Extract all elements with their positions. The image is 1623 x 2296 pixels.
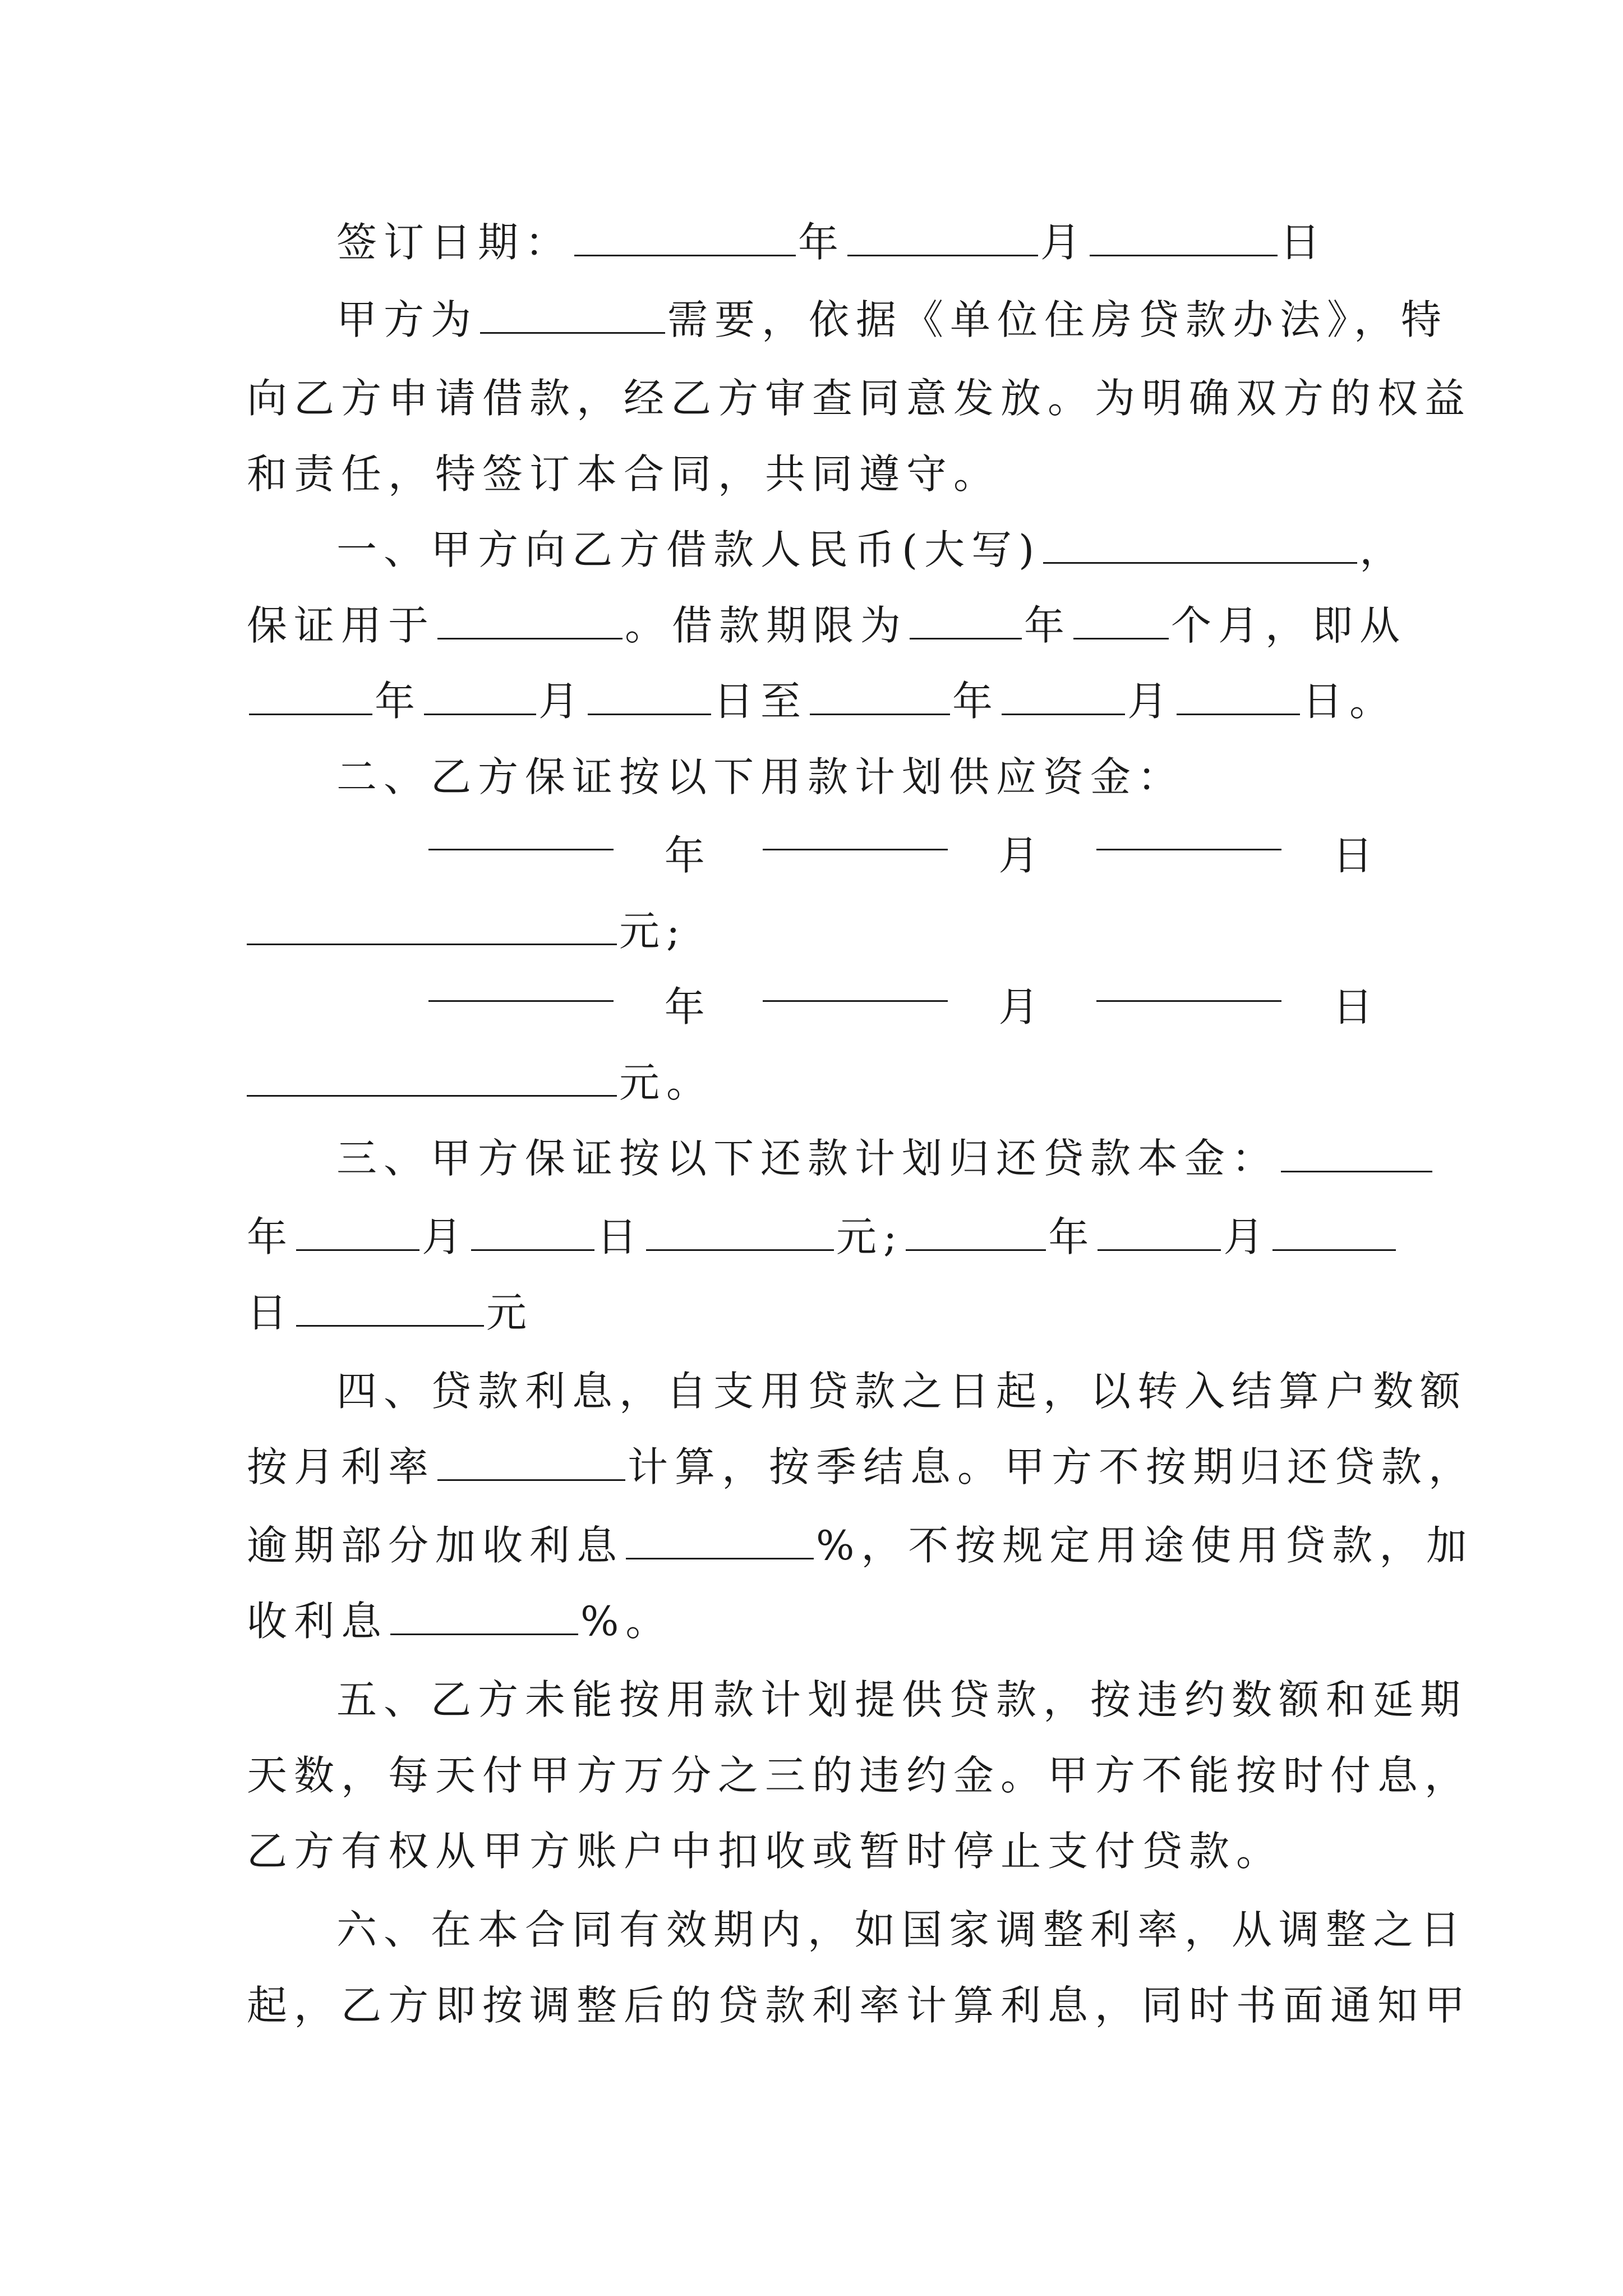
intro-line-1: 甲方为 需要，依据《单位住房贷款办法》，特 (336, 296, 1449, 343)
clause-3-line-2: 年 月 日 元; 年 月 (247, 1198, 1380, 1276)
clause-2-title: 二、乙方保证按以下用款计划供应资金： (336, 753, 1185, 800)
clause-2-schedule-2-date: 年 月 日 (247, 968, 1380, 1046)
blank-field[interactable] (847, 222, 1038, 256)
clause-1-line-1: 一、甲方向乙方借款人民币(大写) ， (336, 526, 1407, 573)
clause-2-schedule-1-date: 年 月 日 (247, 816, 1380, 895)
blank-field[interactable] (1073, 605, 1169, 639)
blank-field[interactable] (390, 1601, 578, 1635)
clause-4-line-1: 四、贷款利息，自支用贷款之日起，以转入结算户数额 (336, 1368, 1468, 1415)
clause-1-line-3: 年 月 日至 年 月 日。 (247, 662, 1380, 740)
blank-field[interactable] (626, 1525, 814, 1559)
clause-4-line-2: 按月利率 计算，按季结息。甲方不按期归还贷款， (247, 1443, 1476, 1490)
blank-field[interactable] (1096, 816, 1281, 850)
blank-field[interactable] (1043, 530, 1357, 564)
blank-field[interactable] (763, 968, 948, 1002)
intro-line-2: 向乙方申请借款，经乙方审查同意发放。为明确双方的权益 (247, 375, 1472, 422)
blank-field[interactable] (588, 681, 711, 715)
blank-field[interactable] (1098, 1217, 1221, 1251)
blank-field[interactable] (646, 1217, 834, 1251)
blank-field[interactable] (906, 1217, 1046, 1251)
clause-3-line-1: 三、甲方保证按以下还款计划归还贷款本金： (247, 1119, 1380, 1198)
signing-date-label: 签订日期： (336, 219, 573, 266)
blank-field[interactable] (574, 222, 796, 256)
blank-field[interactable] (437, 605, 623, 639)
blank-field[interactable] (1272, 1217, 1396, 1251)
blank-field[interactable] (810, 681, 950, 715)
blank-field[interactable] (249, 681, 372, 715)
clause-5-line-3: 乙方有权从甲方账户中扣收或暂时停止支付贷款。 (247, 1828, 1284, 1875)
clause-2-schedule-2-amount: 元。 (247, 1043, 1380, 1122)
blank-field[interactable] (424, 681, 536, 715)
blank-field[interactable] (1281, 1138, 1432, 1172)
clause-4-line-3: 逾期部分加收利息 %，不按规定用途使用贷款，加 (247, 1522, 1474, 1569)
blank-field[interactable] (763, 816, 948, 850)
blank-field[interactable] (296, 1292, 484, 1327)
blank-field[interactable] (247, 1062, 617, 1097)
intro-line-3: 和责任，特签订本合同，共同遵守。 (247, 450, 1001, 498)
clause-3-line-3: 日 元 (247, 1289, 534, 1336)
clause-5-line-2: 天数，每天付甲方万分之三的违约金。甲方不能按时付息， (247, 1752, 1472, 1799)
blank-field[interactable] (247, 911, 617, 945)
blank-field[interactable] (910, 605, 1022, 639)
clause-5-line-1: 五、乙方未能按用款计划提供贷款，按违约数额和延期 (336, 1676, 1468, 1723)
blank-field[interactable] (1096, 968, 1281, 1002)
blank-field[interactable] (428, 968, 614, 1002)
blank-field[interactable] (437, 1447, 625, 1481)
clause-6-line-2: 起，乙方即按调整后的贷款利率计算利息，同时书面通知甲 (247, 1982, 1472, 2029)
blank-field[interactable] (428, 816, 614, 850)
blank-field[interactable] (480, 300, 665, 334)
clause-2-schedule-1-amount: 元; (247, 892, 1380, 970)
clause-4-line-4: 收利息 %。 (247, 1598, 673, 1645)
signing-date-line: 签订日期： 年 月 日 (336, 219, 1327, 266)
blank-field[interactable] (296, 1217, 419, 1251)
blank-field[interactable] (1177, 681, 1300, 715)
clause-1-line-2: 保证用于 。借款期限为 年 个月，即从 (247, 602, 1407, 649)
blank-field[interactable] (1090, 222, 1278, 256)
blank-field[interactable] (1002, 681, 1125, 715)
blank-field[interactable] (471, 1217, 594, 1251)
clause-6-line-1: 六、在本合同有效期内，如国家调整利率，从调整之日 (336, 1906, 1468, 1953)
